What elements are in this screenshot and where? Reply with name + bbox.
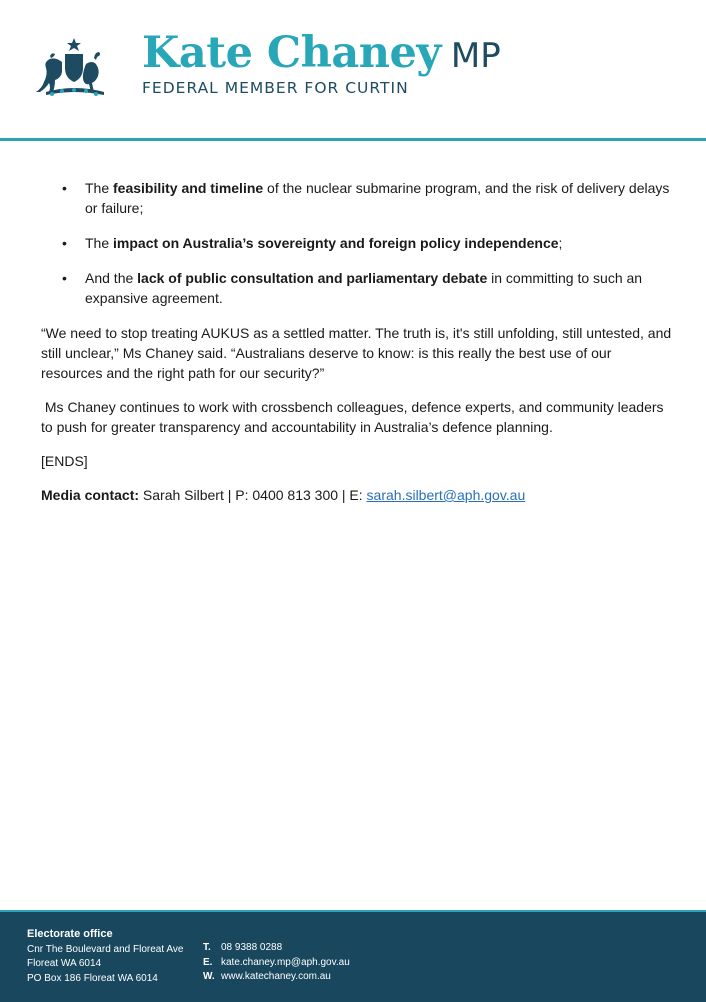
office-contacts [203, 941, 350, 985]
media-contact-label: Media contact: [41, 487, 140, 503]
media-contact [41, 485, 673, 505]
media-contact-details: Sarah Silbert | P: 0400 813 300 | E: [139, 487, 367, 503]
concerns-list [41, 178, 673, 308]
footer-title: Electorate office [27, 928, 113, 940]
contact-email: E. kate.chaney.mp@aph.gov.au [203, 956, 350, 968]
press-release-body [41, 178, 673, 519]
bullet-icon: • [62, 270, 67, 286]
address-line: Cnr The Boulevard and Floreat Ave [27, 943, 184, 955]
list-item: • The feasibility and timeline of the nuclear submarine program, and the risk of delivery delays or failure; [62, 180, 670, 216]
quote-paragraph: “We need to stop treating AUKUS as a settled matter. The truth is, it's still unfolding, still untested, and still unclear,” Ms Chaney said. “Australians deserve to know: is this really the best use of our resources and the right path for our security?” [41, 325, 672, 381]
bullet-icon: • [62, 180, 67, 196]
footer [0, 910, 706, 1002]
closing-paragraph: Ms Chaney continues to work with crossbench colleagues, defence experts, and community leaders to push for greater transparency and accountability in Australia’s defence planning. [41, 399, 668, 435]
coat-of-arms-icon [28, 36, 122, 100]
media-email-link[interactable]: sarah.silbert@aph.gov.au [366, 487, 526, 503]
contact-phone: T. 08 9388 0288 [203, 942, 283, 953]
letterhead [0, 0, 706, 140]
address-line: PO Box 186 Floreat WA 6014 [27, 972, 158, 984]
header-divider [0, 138, 706, 141]
member-name: Kate Chaney [142, 28, 441, 78]
member-subtitle: FEDERAL MEMBER FOR CURTIN [142, 79, 409, 97]
contact-website: W. www.katechaney.com.au [203, 971, 331, 982]
address-line: Floreat WA 6014 [27, 958, 102, 969]
list-item: • The impact on Australia’s sovereignty and foreign policy independence; [62, 235, 563, 251]
list-item: • And the lack of public consultation and parliamentary debate in committing to such an expansive agreement. [62, 270, 643, 306]
member-name-block [142, 28, 501, 97]
electorate-office-address [27, 927, 183, 986]
member-suffix: MP [450, 36, 501, 76]
bullet-icon: • [62, 235, 67, 251]
ends-marker: [ENDS] [41, 453, 88, 469]
